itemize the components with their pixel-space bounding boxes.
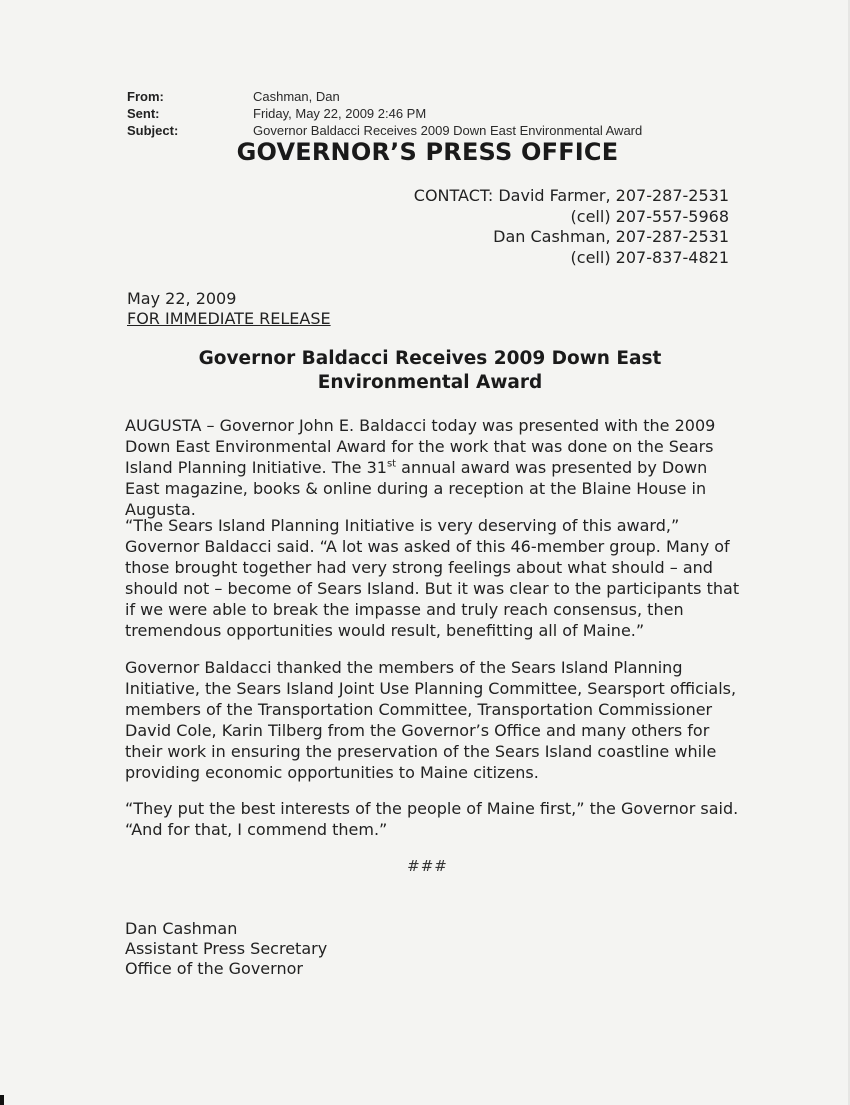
release-date: May 22, 2009	[127, 289, 237, 308]
paragraph-1-text: AUGUSTA – Governor John E. Baldacci today was presented with the 2009 Down East Environmental Award for the work that was done on the Sears Island Planning Initiative. The 31	[125, 416, 716, 477]
sent-label: Sent:	[127, 106, 160, 121]
paragraph-1-text-cont: annual award was presented by Down East magazine, books & online during a reception at the Blaine House in Augusta.	[125, 458, 708, 519]
office-title: GOVERNOR’S PRESS OFFICE	[236, 138, 619, 166]
contact-line-4: (cell) 207-837-4821	[570, 247, 729, 267]
signature-block	[125, 919, 327, 979]
date-block	[127, 289, 331, 329]
signature-name: Dan Cashman	[125, 919, 238, 938]
contact-line-2: (cell) 207-557-5968	[570, 206, 729, 226]
paragraph-2: “The Sears Island Planning Initiative is very deserving of this award,” Governor Baldacci said. “A lot was asked of this 46-member group. Many of those brought together had very strong feelings about what should – and should not – become of Sears Island. But it was clear to the participants that if we were able to break the impasse and truly reach consensus, then tremendous opportunities would result, benefitting all of Maine.”	[125, 516, 740, 640]
contact-line-3: Dan Cashman, 207-287-2531	[493, 227, 729, 246]
subject-value: Governor Baldacci Receives 2009 Down East Environmental Award	[253, 123, 643, 138]
paragraph-3: Governor Baldacci thanked the members of the Sears Island Planning Initiative, the Sears Island Joint Use Planning Committee, Searsport officials, members of the Transportation Committee, Transportation Commissioner David Cole, Karin Tilberg from the Governor’s Office and many others for their work in ensuring the preservation of the Sears Island coastline while providing economic opportunities to Maine citizens.	[125, 658, 737, 782]
from-value: Cashman, Dan	[253, 89, 340, 104]
subject-label: Subject:	[127, 123, 179, 138]
contact-block	[414, 186, 729, 268]
paragraph-4: “They put the best interests of the people of Maine first,” the Governor said. “And for that, I commend them.”	[125, 799, 739, 839]
headline: Governor Baldacci Receives 2009 Down East Environmental Award	[198, 348, 662, 393]
from-label: From:	[127, 89, 164, 104]
release-notice: FOR IMMEDIATE RELEASE	[127, 309, 331, 328]
contact-line-1: CONTACT: David Farmer, 207-287-2531	[413, 186, 729, 205]
sent-value: Friday, May 22, 2009 2:46 PM	[253, 106, 427, 121]
scan-artifact	[0, 1095, 4, 1105]
signature-office: Office of the Governor	[125, 959, 303, 978]
end-marker: ###	[407, 857, 448, 875]
ordinal-suffix: st	[386, 458, 397, 470]
paragraph-1	[125, 415, 745, 520]
signature-title: Assistant Press Secretary	[125, 939, 328, 958]
